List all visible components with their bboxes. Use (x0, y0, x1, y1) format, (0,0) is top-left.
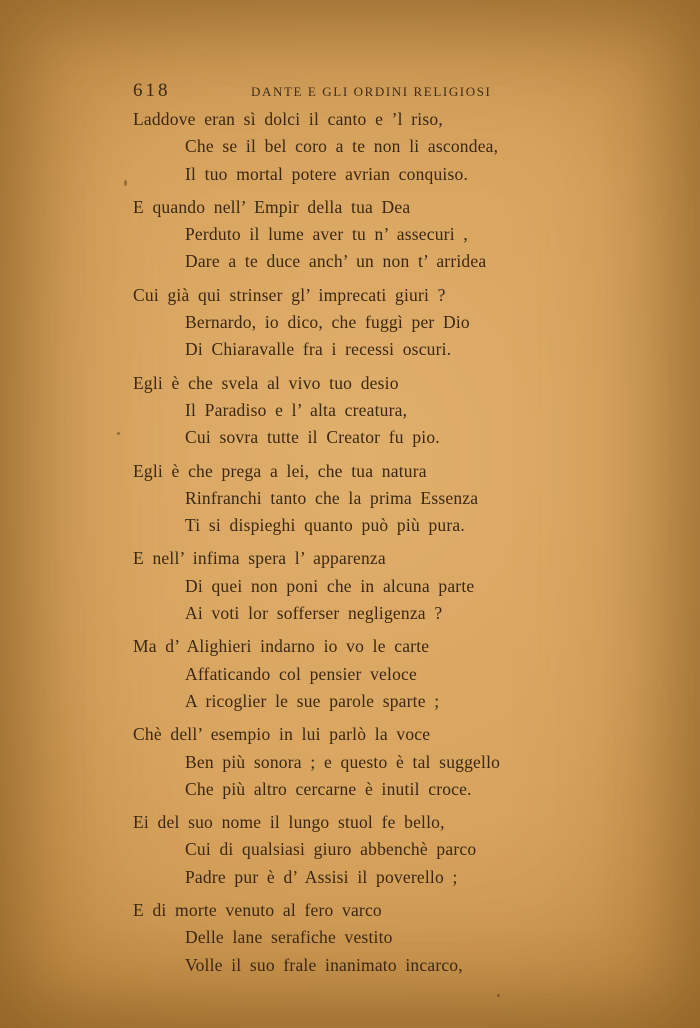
page-number: 618 (133, 80, 171, 101)
poem-line: Di quei non poni che in alcuna parte (185, 575, 475, 596)
tercet (133, 282, 630, 364)
poem-line: Chè dell’ esempio in lui parlò la voce (133, 724, 431, 745)
poem-body (133, 106, 630, 985)
poem-line: A ricoglier le sue parole sparte ; (185, 690, 440, 711)
poem-line: Ti si dispieghi quanto può più pura. (185, 515, 465, 536)
tercet (133, 194, 630, 276)
poem-line: Padre pur è d’ Assisi il poverello ; (185, 866, 458, 887)
poem-line: Delle lane serafiche vestito (185, 927, 393, 948)
poem-line: Che se il bel coro a te non li ascondea, (185, 136, 499, 157)
poem-line: Perduto il lume aver tu n’ assecuri , (185, 224, 468, 245)
poem-line: Egli è che svela al vivo tuo desio (133, 372, 399, 393)
poem-line: Ai voti lor sofferser negligenza ? (185, 603, 443, 624)
poem-line: Dare a te duce anch’ un non t’ arridea (185, 251, 487, 272)
running-title: DANTE E GLI ORDINI RELIGIOSI (251, 84, 492, 99)
poem-line: Affaticando col pensier veloce (185, 663, 417, 684)
tercet (133, 633, 630, 715)
poem-line: Laddove eran sì dolci il canto e ’l riso, (133, 109, 443, 129)
poem-line: Rinfranchi tanto che la prima Essenza (185, 487, 479, 508)
poem-line: Ben più sonora ; e questo è tal suggello (185, 751, 501, 772)
poem-line: Il Paradiso e l’ alta creatura, (185, 399, 408, 420)
scan-speck (117, 432, 120, 435)
poem-line: Che più altro cercarne è inutil croce. (185, 778, 472, 799)
poem-line: E nell’ infima spera l’ apparenza (133, 548, 386, 569)
poem-line: Egli è che prega a lei, che tua natura (133, 460, 427, 481)
scan-speck (124, 180, 127, 186)
poem-line: Cui di qualsiasi giuro abbenchè parco (185, 839, 477, 860)
poem-line: Cui sovra tutte il Creator fu pio. (185, 427, 440, 448)
tercet (133, 106, 630, 188)
poem-line: Di Chiaravalle fra i recessi oscuri. (185, 339, 452, 360)
poem-line: E di morte venuto al fero varco (133, 900, 382, 921)
tercet (133, 545, 630, 627)
poem-line: Ma d’ Alighieri indarno io vo le carte (133, 636, 430, 657)
poem-line: Bernardo, io dico, che fuggì per Dio (185, 312, 470, 333)
page-header (133, 80, 600, 102)
tercet (133, 809, 630, 891)
poem-line: Volle il suo frale inanimato incarco, (185, 954, 463, 975)
poem-line: Ei del suo nome il lungo stuol fe bello, (133, 812, 445, 833)
poem-line: Il tuo mortal potere avrian conquiso. (185, 163, 469, 184)
tercet (133, 458, 630, 540)
poem-line: E quando nell’ Empir della tua Dea (133, 196, 411, 217)
poem-line: Cui già qui strinser gl’ imprecati giuri ? (133, 284, 446, 305)
tercet (133, 370, 630, 452)
tercet (133, 721, 630, 803)
scan-speck (497, 994, 500, 997)
tercet (133, 897, 630, 979)
